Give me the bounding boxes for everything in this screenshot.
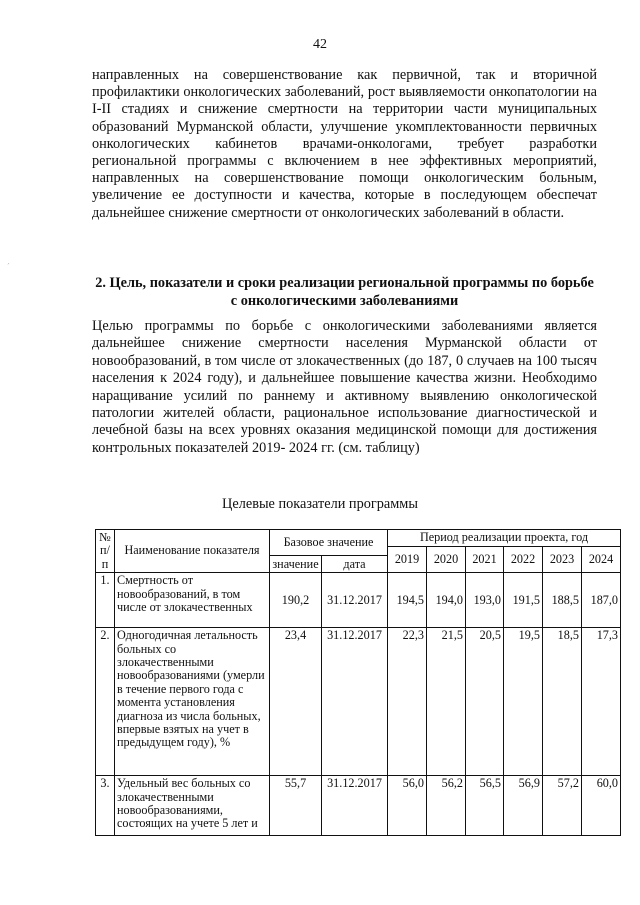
- row-year-value: 187,0: [582, 573, 621, 628]
- row-year-value: 18,5: [543, 628, 582, 776]
- row-value: 23,4: [270, 628, 322, 776]
- header-year: 2021: [466, 547, 504, 573]
- row-name: Смертность от новообразований, в том числе от злокачественных: [115, 573, 270, 628]
- row-date: 31.12.2017: [322, 573, 388, 628]
- row-name: Одногодичная летальность больных со злокачественными новообразованиями (умерли в течение первого года с момента установления диагноза из числа больных, впервые взятых на учет в предыдущем году), %: [115, 628, 270, 776]
- intro-paragraph: направленных на совершенствование как первичной, так и вторичной профилактики онкологических заболеваний, рост выявляемости онкопатологии на I-II стадиях и снижение смертности на территории части муниципальных образований Мурманской области, улучшение укомплектованности первичных онкологических кабинетов врачами-онкологами, требует разработки региональной программы с включением в нее эффективных мероприятий, направленных на совершенствование помощи онкологическим больным, увеличение ее доступности и качества, которые в последующем обеспечат дальнейшее снижение смертности от онкологических заболеваний в области.: [92, 67, 597, 221]
- row-num: 3.: [96, 776, 115, 836]
- row-year-value: 56,9: [504, 776, 543, 836]
- row-num: 2.: [96, 628, 115, 776]
- row-year-value: 60,0: [582, 776, 621, 836]
- table-header-row: [96, 530, 621, 547]
- row-year-value: 21,5: [427, 628, 466, 776]
- row-year-value: 56,5: [466, 776, 504, 836]
- table-row: [96, 573, 621, 628]
- header-year: 2019: [388, 547, 427, 573]
- row-year-value: 56,0: [388, 776, 427, 836]
- scan-artifact: ´: [7, 262, 10, 271]
- row-year-value: 56,2: [427, 776, 466, 836]
- row-year-value: 191,5: [504, 573, 543, 628]
- header-year: 2022: [504, 547, 543, 573]
- row-year-value: 57,2: [543, 776, 582, 836]
- goal-paragraph: Целью программы по борьбе с онкологическими заболеваниями является дальнейшее снижение смертности населения Мурманской области от новообразований, в том числе от злокачественных (до 187, 0 случаев на 100 тысяч населения к 2024 году), и дальнейшее повышение качества жизни. Необходимо наращивание усилий по раннему и активному выявлению онкологической патологии жителей области, рациональное использование диагностической и лечебной базы на всех уровнях оказания медицинской помощи для достижения контрольных показателей 2019- 2024 гг. (см. таблицу): [92, 318, 597, 456]
- header-year: 2023: [543, 547, 582, 573]
- row-num: 1.: [96, 573, 115, 628]
- section-heading: 2. Цель, показатели и сроки реализации региональной программы по борьбе с онкологическими заболеваниями: [95, 275, 594, 309]
- row-date: 31.12.2017: [322, 776, 388, 836]
- indicators-table: [95, 529, 621, 836]
- row-name: Удельный вес больных со злокачественными новообразованиями, состоящих на учете 5 лет и: [115, 776, 270, 836]
- header-name: Наименование показателя: [115, 530, 270, 573]
- table-row: [96, 628, 621, 776]
- row-year-value: 17,3: [582, 628, 621, 776]
- header-period: Период реализации проекта, год: [388, 530, 621, 547]
- header-value: значение: [270, 556, 322, 573]
- row-year-value: 194,5: [388, 573, 427, 628]
- row-year-value: 19,5: [504, 628, 543, 776]
- table-caption: Целевые показатели программы: [222, 496, 418, 512]
- table-row: [96, 776, 621, 836]
- header-year: 2020: [427, 547, 466, 573]
- row-value: 190,2: [270, 573, 322, 628]
- row-date: 31.12.2017: [322, 628, 388, 776]
- header-num: № п/п: [96, 530, 115, 573]
- row-year-value: 193,0: [466, 573, 504, 628]
- row-value: 55,7: [270, 776, 322, 836]
- row-year-value: 20,5: [466, 628, 504, 776]
- header-date: дата: [322, 556, 388, 573]
- row-year-value: 194,0: [427, 573, 466, 628]
- header-year: 2024: [582, 547, 621, 573]
- page-number: 42: [313, 37, 327, 52]
- row-year-value: 22,3: [388, 628, 427, 776]
- row-year-value: 188,5: [543, 573, 582, 628]
- header-base: Базовое значение: [270, 530, 388, 556]
